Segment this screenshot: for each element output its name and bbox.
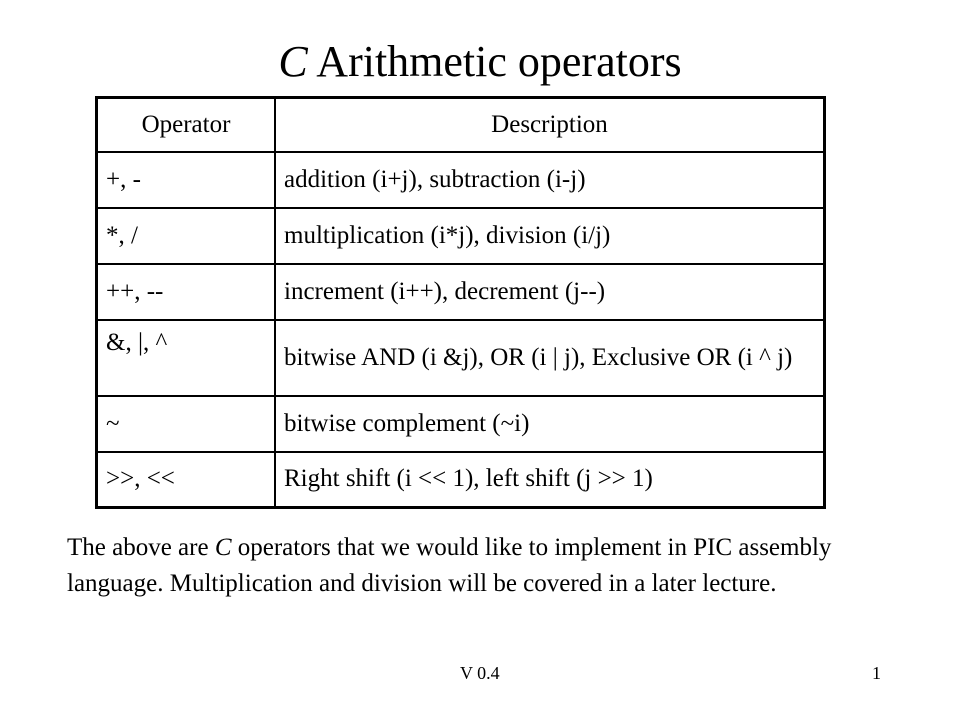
page-number: 1: [872, 663, 881, 683]
table-row: [97, 320, 825, 396]
note-language: C: [214, 534, 232, 561]
header-description: Description: [275, 98, 825, 152]
operators-table: [95, 96, 826, 509]
description-cell: bitwise AND (i &j), OR (i | j), Exclusive OR (i ^ j): [275, 320, 825, 396]
header-operator: Operator: [97, 98, 276, 152]
title-text: Arithmetic operators: [307, 37, 682, 86]
description-cell: bitwise complement (~i): [275, 396, 825, 452]
note-part-1: The above are: [67, 534, 215, 561]
table-header-row: [97, 98, 825, 152]
table-row: [97, 396, 825, 452]
table-row: [97, 152, 825, 208]
operator-cell: ++, --: [97, 264, 276, 320]
operator-cell: >>, <<: [97, 452, 276, 508]
operator-cell: &, |, ^: [97, 320, 276, 396]
slide-title: [0, 36, 960, 88]
description-cell: increment (i++), decrement (j--): [275, 264, 825, 320]
table-row: [97, 452, 825, 508]
title-language: C: [278, 37, 308, 86]
operator-cell: ~: [97, 396, 276, 452]
table-row: [97, 264, 825, 320]
description-cell: addition (i+j), subtraction (i-j): [275, 152, 825, 208]
table-row: [97, 208, 825, 264]
version-label: V 0.4: [460, 663, 500, 683]
description-cell: Right shift (i << 1), left shift (j >> 1): [275, 452, 825, 508]
body-note: [67, 530, 877, 602]
operator-cell: +, -: [97, 152, 276, 208]
description-cell: multiplication (i*j), division (i/j): [275, 208, 825, 264]
note-part-2: operators that we would like to implement in PIC assembly language. Multiplication and division will be covered in a later lecture.: [67, 534, 832, 597]
operator-cell: *, /: [97, 208, 276, 264]
